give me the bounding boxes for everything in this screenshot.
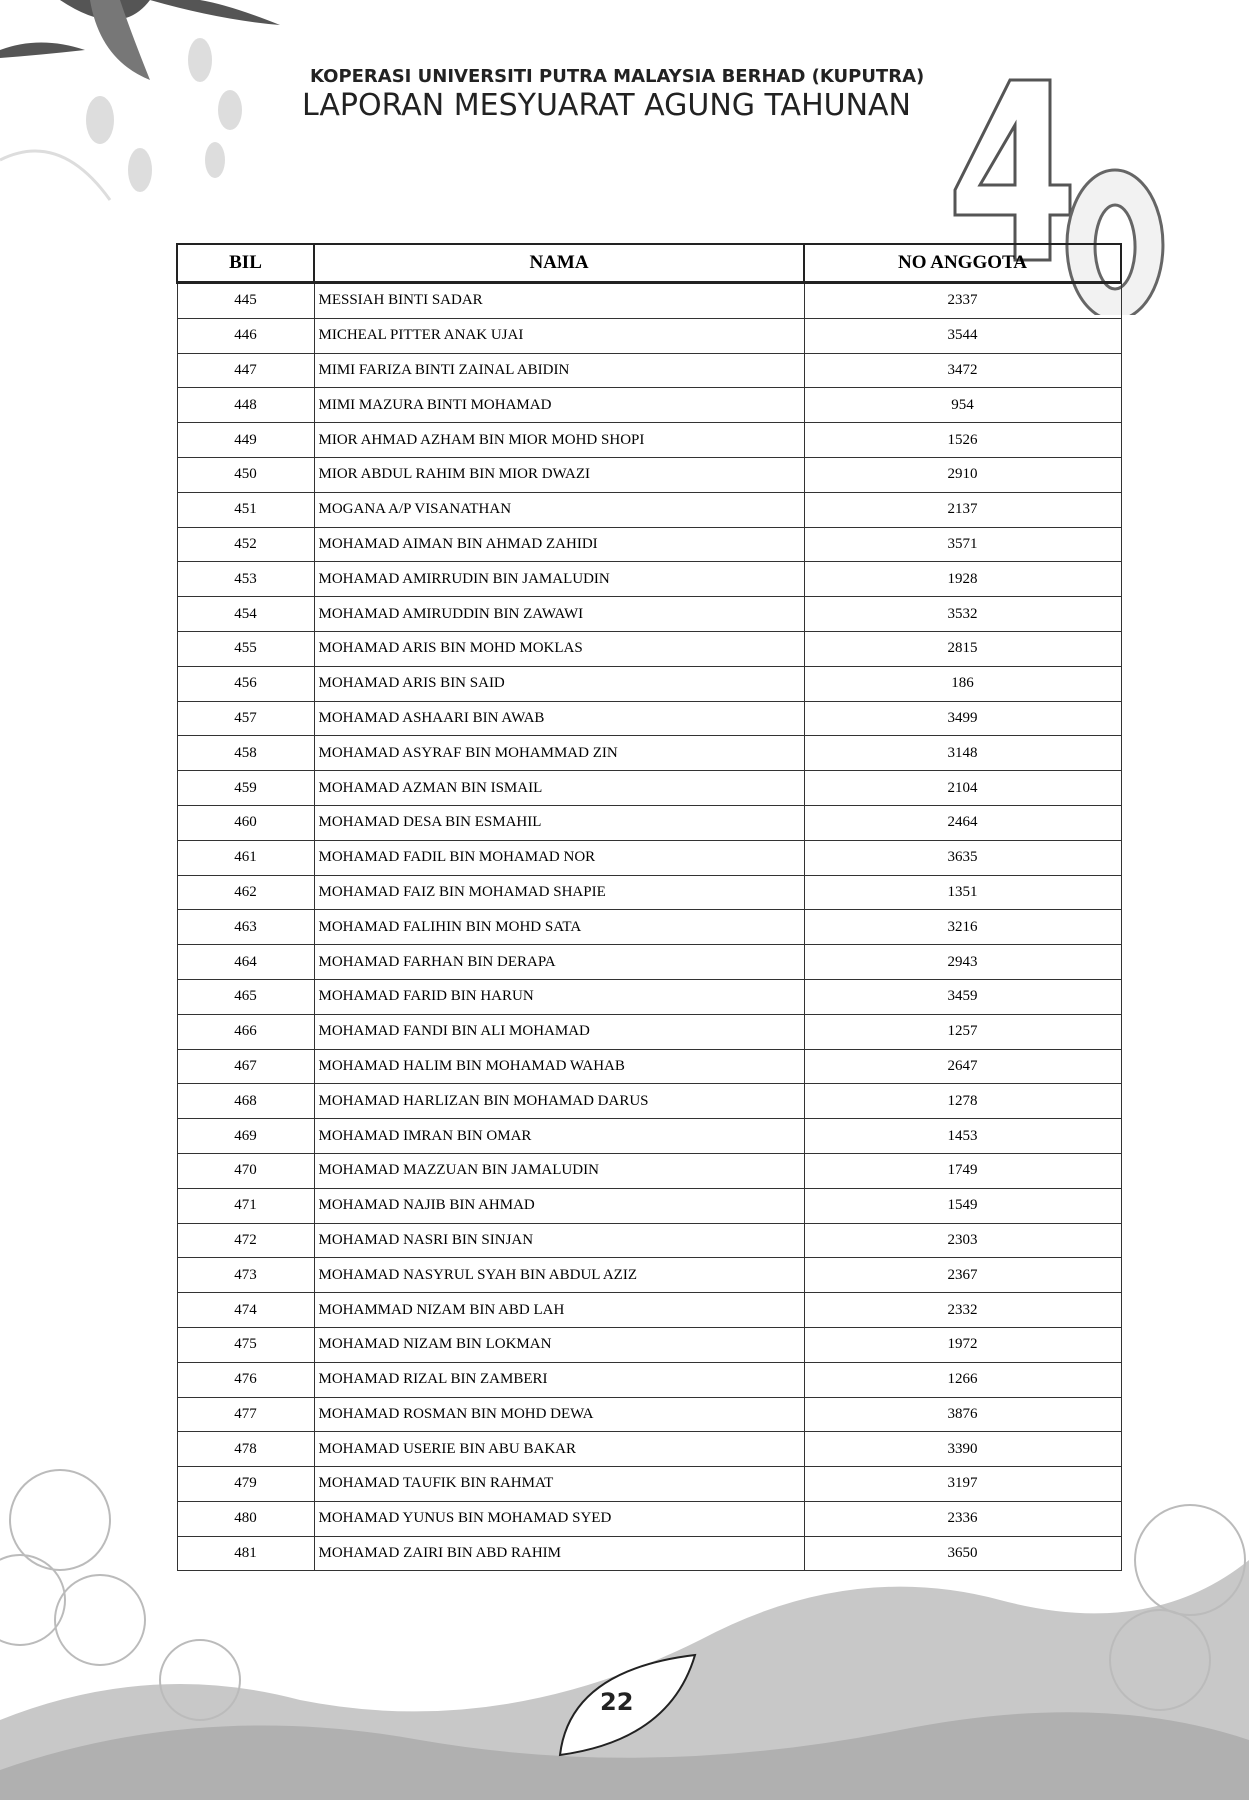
cell-bil: 481	[177, 1536, 314, 1571]
table-row	[177, 1536, 1121, 1571]
cell-bil: 445	[177, 283, 314, 319]
cell-nama: MIMI FARIZA BINTI ZAINAL ABIDIN	[314, 353, 804, 388]
cell-bil: 469	[177, 1119, 314, 1154]
cell-bil: 479	[177, 1467, 314, 1502]
cell-bil: 471	[177, 1188, 314, 1223]
report-title: LAPORAN MESYUARAT AGUNG TAHUNAN	[302, 88, 911, 123]
cell-nama: MOHAMAD FALIHIN BIN MOHD SATA	[314, 910, 804, 945]
table-row	[177, 945, 1121, 980]
cell-no-anggota: 2137	[804, 492, 1121, 527]
cell-no-anggota: 1351	[804, 875, 1121, 910]
member-table	[176, 243, 1122, 1571]
table-row	[177, 701, 1121, 736]
cell-bil: 464	[177, 945, 314, 980]
cell-bil: 457	[177, 701, 314, 736]
cell-nama: MOHAMAD USERIE BIN ABU BAKAR	[314, 1432, 804, 1467]
cell-bil: 454	[177, 597, 314, 632]
cell-bil: 474	[177, 1293, 314, 1328]
cell-nama: MOHAMAD MAZZUAN BIN JAMALUDIN	[314, 1153, 804, 1188]
cell-bil: 448	[177, 388, 314, 423]
cell-nama: MIOR AHMAD AZHAM BIN MIOR MOHD SHOPI	[314, 423, 804, 458]
cell-bil: 470	[177, 1153, 314, 1188]
table-row	[177, 1084, 1121, 1119]
table-row	[177, 771, 1121, 806]
column-header-nama: NAMA	[314, 244, 804, 283]
cell-bil: 455	[177, 631, 314, 666]
cell-bil: 452	[177, 527, 314, 562]
vine-decoration-icon	[0, 38, 242, 200]
table-row	[177, 1501, 1121, 1536]
table-row	[177, 1467, 1121, 1502]
cell-bil: 447	[177, 353, 314, 388]
cell-no-anggota: 3197	[804, 1467, 1121, 1502]
cell-nama: MOHAMAD RIZAL BIN ZAMBERI	[314, 1362, 804, 1397]
cell-bil: 453	[177, 562, 314, 597]
cell-no-anggota: 3472	[804, 353, 1121, 388]
table-row	[177, 1188, 1121, 1223]
cell-bil: 473	[177, 1258, 314, 1293]
table-row	[177, 1119, 1121, 1154]
cell-no-anggota: 2104	[804, 771, 1121, 806]
cell-nama: MOHAMAD IMRAN BIN OMAR	[314, 1119, 804, 1154]
leaf-decoration-icon	[0, 0, 280, 80]
page-number: 22	[600, 1688, 634, 1716]
cell-bil: 446	[177, 318, 314, 353]
cell-no-anggota: 1278	[804, 1084, 1121, 1119]
cell-no-anggota: 2367	[804, 1258, 1121, 1293]
cell-nama: MOHAMAD AMIRRUDIN BIN JAMALUDIN	[314, 562, 804, 597]
cell-no-anggota: 186	[804, 666, 1121, 701]
cell-nama: MOHAMAD FANDI BIN ALI MOHAMAD	[314, 1014, 804, 1049]
cell-nama: MOHAMAD ROSMAN BIN MOHD DEWA	[314, 1397, 804, 1432]
cell-no-anggota: 3544	[804, 318, 1121, 353]
table-row	[177, 318, 1121, 353]
cell-no-anggota: 2815	[804, 631, 1121, 666]
cell-bil: 465	[177, 979, 314, 1014]
cell-no-anggota: 1972	[804, 1327, 1121, 1362]
table-row	[177, 631, 1121, 666]
table-row	[177, 388, 1121, 423]
cell-nama: MIMI MAZURA BINTI MOHAMAD	[314, 388, 804, 423]
table-row	[177, 1397, 1121, 1432]
cell-bil: 472	[177, 1223, 314, 1258]
cell-no-anggota: 3571	[804, 527, 1121, 562]
cell-nama: MOHAMAD ARIS BIN SAID	[314, 666, 804, 701]
table-row	[177, 1014, 1121, 1049]
cell-bil: 476	[177, 1362, 314, 1397]
cell-no-anggota: 3390	[804, 1432, 1121, 1467]
cell-no-anggota: 3148	[804, 736, 1121, 771]
cell-nama: MOHAMAD FARID BIN HARUN	[314, 979, 804, 1014]
cell-nama: MIOR ABDUL RAHIM BIN MIOR DWAZI	[314, 457, 804, 492]
table-row	[177, 1432, 1121, 1467]
cell-nama: MOHAMAD AIMAN BIN AHMAD ZAHIDI	[314, 527, 804, 562]
cell-bil: 460	[177, 805, 314, 840]
table-row	[177, 492, 1121, 527]
cell-no-anggota: 954	[804, 388, 1121, 423]
cell-no-anggota: 2647	[804, 1049, 1121, 1084]
cell-nama: MOHAMAD FADIL BIN MOHAMAD NOR	[314, 840, 804, 875]
cell-no-anggota: 3499	[804, 701, 1121, 736]
cell-no-anggota: 1526	[804, 423, 1121, 458]
cell-bil: 467	[177, 1049, 314, 1084]
cell-no-anggota: 3635	[804, 840, 1121, 875]
table-row	[177, 979, 1121, 1014]
table-row	[177, 1049, 1121, 1084]
cell-bil: 475	[177, 1327, 314, 1362]
cell-bil: 480	[177, 1501, 314, 1536]
cell-nama: MOHAMAD DESA BIN ESMAHIL	[314, 805, 804, 840]
cell-nama: MOHAMAD TAUFIK BIN RAHMAT	[314, 1467, 804, 1502]
cell-bil: 459	[177, 771, 314, 806]
table-row	[177, 875, 1121, 910]
table-row	[177, 1223, 1121, 1258]
cell-no-anggota: 1266	[804, 1362, 1121, 1397]
cell-nama: MOHAMAD ZAIRI BIN ABD RAHIM	[314, 1536, 804, 1571]
table-row	[177, 1293, 1121, 1328]
cell-no-anggota: 2464	[804, 805, 1121, 840]
table-row	[177, 736, 1121, 771]
cell-nama: MOHAMAD ARIS BIN MOHD MOKLAS	[314, 631, 804, 666]
cell-no-anggota: 2910	[804, 457, 1121, 492]
cell-nama: MOHAMAD HALIM BIN MOHAMAD WAHAB	[314, 1049, 804, 1084]
cell-nama: MOHAMAD NAJIB BIN AHMAD	[314, 1188, 804, 1223]
cell-nama: MOHAMAD NASRI BIN SINJAN	[314, 1223, 804, 1258]
cell-nama: MOHAMAD ASHAARI BIN AWAB	[314, 701, 804, 736]
cell-nama: MOHAMAD AMIRUDDIN BIN ZAWAWI	[314, 597, 804, 632]
cell-no-anggota: 2332	[804, 1293, 1121, 1328]
cell-nama: MOHAMAD FAIZ BIN MOHAMAD SHAPIE	[314, 875, 804, 910]
cell-bil: 466	[177, 1014, 314, 1049]
cell-nama: MOHAMAD NIZAM BIN LOKMAN	[314, 1327, 804, 1362]
cell-bil: 451	[177, 492, 314, 527]
cell-no-anggota: 2336	[804, 1501, 1121, 1536]
cell-bil: 478	[177, 1432, 314, 1467]
table-row	[177, 283, 1121, 319]
cell-bil: 450	[177, 457, 314, 492]
column-header-bil: BIL	[177, 244, 314, 283]
cell-no-anggota: 3459	[804, 979, 1121, 1014]
cell-no-anggota: 1453	[804, 1119, 1121, 1154]
cell-no-anggota: 2943	[804, 945, 1121, 980]
cell-nama: MOHAMAD YUNUS BIN MOHAMAD SYED	[314, 1501, 804, 1536]
cell-no-anggota: 2337	[804, 283, 1121, 319]
cell-bil: 463	[177, 910, 314, 945]
digit-four-shape	[955, 80, 1070, 260]
cell-no-anggota: 1549	[804, 1188, 1121, 1223]
cell-bil: 461	[177, 840, 314, 875]
cell-no-anggota: 1749	[804, 1153, 1121, 1188]
table-row	[177, 1362, 1121, 1397]
cell-no-anggota: 3216	[804, 910, 1121, 945]
table-row	[177, 910, 1121, 945]
cell-nama: MOHAMAD AZMAN BIN ISMAIL	[314, 771, 804, 806]
table-row	[177, 527, 1121, 562]
table-row	[177, 666, 1121, 701]
cell-nama: MOGANA A/P VISANATHAN	[314, 492, 804, 527]
cell-no-anggota: 3650	[804, 1536, 1121, 1571]
table-row	[177, 562, 1121, 597]
cell-bil: 458	[177, 736, 314, 771]
cell-nama: MOHAMAD ASYRAF BIN MOHAMMAD ZIN	[314, 736, 804, 771]
cell-nama: MOHAMAD NASYRUL SYAH BIN ABDUL AZIZ	[314, 1258, 804, 1293]
cell-no-anggota: 3532	[804, 597, 1121, 632]
table-header-row	[177, 244, 1121, 283]
table-row	[177, 1153, 1121, 1188]
cell-bil: 456	[177, 666, 314, 701]
cell-no-anggota: 2303	[804, 1223, 1121, 1258]
cell-nama: MOHAMMAD NIZAM BIN ABD LAH	[314, 1293, 804, 1328]
table-row	[177, 1258, 1121, 1293]
column-header-no-anggota: NO ANGGOTA	[804, 244, 1121, 283]
cell-bil: 449	[177, 423, 314, 458]
table-row	[177, 353, 1121, 388]
table-row	[177, 423, 1121, 458]
cell-no-anggota: 3876	[804, 1397, 1121, 1432]
cell-nama: MICHEAL PITTER ANAK UJAI	[314, 318, 804, 353]
cell-nama: MOHAMAD FARHAN BIN DERAPA	[314, 945, 804, 980]
table-row	[177, 597, 1121, 632]
table-row	[177, 1327, 1121, 1362]
table-row	[177, 840, 1121, 875]
cell-bil: 477	[177, 1397, 314, 1432]
cell-nama: MOHAMAD HARLIZAN BIN MOHAMAD DARUS	[314, 1084, 804, 1119]
cell-bil: 462	[177, 875, 314, 910]
table-row	[177, 805, 1121, 840]
table-row	[177, 457, 1121, 492]
cell-bil: 468	[177, 1084, 314, 1119]
cell-nama: MESSIAH BINTI SADAR	[314, 283, 804, 319]
cell-no-anggota: 1928	[804, 562, 1121, 597]
organization-name: KOPERASI UNIVERSITI PUTRA MALAYSIA BERHAD (KUPUTRA)	[310, 66, 925, 87]
cell-no-anggota: 1257	[804, 1014, 1121, 1049]
